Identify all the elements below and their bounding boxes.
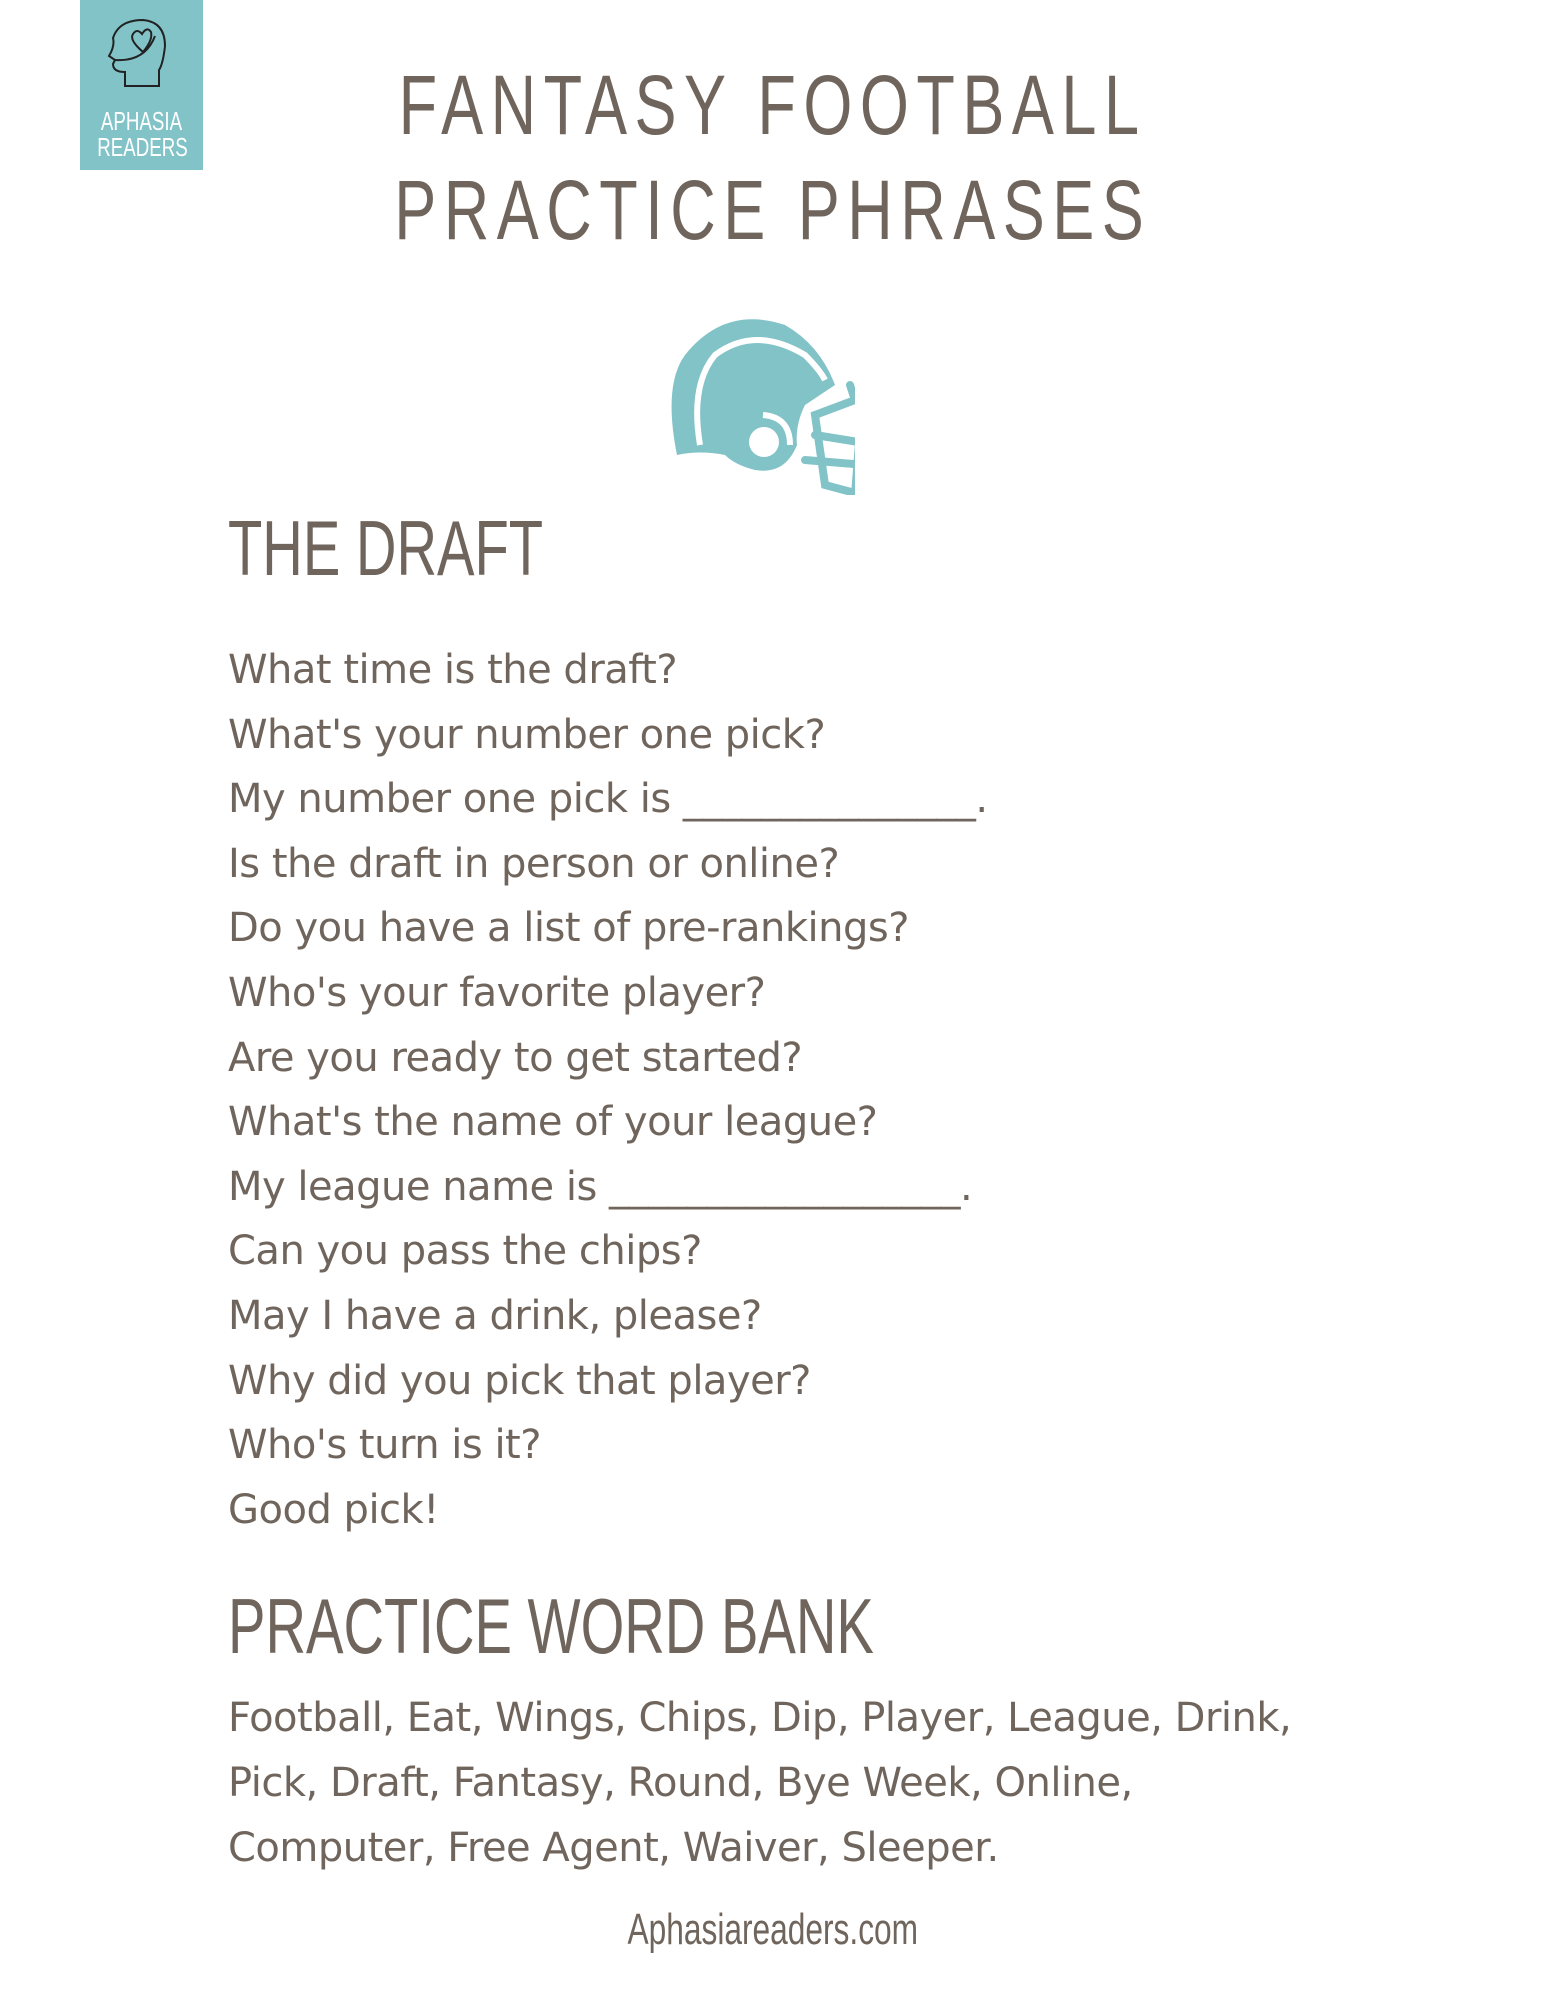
phrase: Who's your favorite player?: [228, 969, 766, 1016]
phrase: Are you ready to get started?: [228, 1034, 803, 1081]
word-bank-line: Pick, Draft, Fantasy, Round, Bye Week, Online,: [228, 1760, 1133, 1806]
word-bank-line: Football, Eat, Wings, Chips, Dip, Player, League, Drink,: [228, 1695, 1292, 1741]
word-bank: [228, 1686, 1378, 1881]
phrase: What's your number one pick?: [228, 711, 826, 758]
word-bank-line: Computer, Free Agent, Waiver, Sleeper.: [228, 1825, 999, 1871]
page-title-line2: PRACTICE PHRASES: [393, 163, 1152, 257]
logo-text-line1: APHASIA: [100, 106, 183, 136]
footer-website: Aphasiareaders.com: [627, 1905, 918, 1954]
phrase: Good pick!: [228, 1486, 439, 1533]
phrase: Is the draft in person or online?: [228, 840, 840, 887]
phrase: Do you have a list of pre-rankings?: [228, 905, 909, 952]
football-helmet-icon: [655, 305, 855, 495]
section-heading-word-bank: PRACTICE WORD BANK: [228, 1582, 874, 1670]
phrase-list: [228, 638, 988, 1542]
phrase: What time is the draft?: [228, 647, 678, 693]
phrase: What's the name of your league?: [228, 1099, 878, 1146]
page-title-line1: FANTASY FOOTBALL: [398, 58, 1147, 152]
section-heading-draft: THE DRAFT: [228, 504, 544, 592]
phrase: My number one pick is _______________.: [228, 776, 988, 823]
phrase: May I have a drink, please?: [228, 1292, 762, 1339]
phrase: Why did you pick that player?: [228, 1357, 811, 1404]
phrase: My league name is __________________.: [228, 1163, 973, 1210]
logo-text-line2: READERS: [97, 132, 188, 162]
phrase: Can you pass the chips?: [228, 1228, 702, 1275]
phrase: Who's turn is it?: [228, 1422, 541, 1469]
